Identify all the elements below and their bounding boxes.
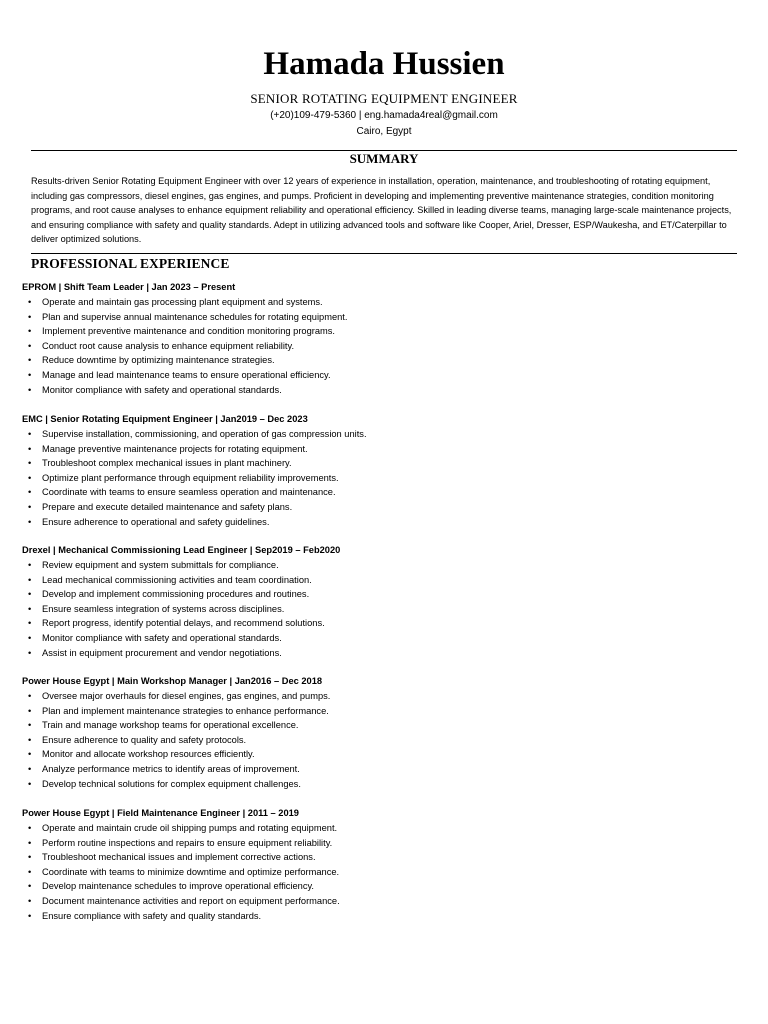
list-item: • Ensure compliance with safety and quality standards. (22, 909, 742, 924)
list-item: • Monitor compliance with safety and operational standards. (22, 631, 742, 646)
list-item: • Lead mechanical commissioning activities and team coordination. (22, 573, 742, 588)
divider-summary (31, 253, 737, 254)
list-item: • Operate and maintain gas processing plant equipment and systems. (22, 295, 742, 310)
list-item: • Ensure adherence to quality and safety protocols. (22, 733, 742, 748)
job-title-eprom: EPROM | Shift Team Leader | Jan 2023 – Present (22, 282, 236, 292)
email-address[interactable]: eng.hamada4real@gmail.com (364, 110, 498, 121)
list-item: • Prepare and execute detailed maintenance and safety plans. (22, 500, 742, 515)
list-item: • Supervise installation, commissioning, and operation of gas compression units. (22, 427, 742, 442)
candidate-job-title: SENIOR ROTATING EQUIPMENT ENGINEER (250, 91, 518, 106)
job-title-drexel: Drexel | Mechanical Commissioning Lead Engineer | Sep2019 – Feb2020 (22, 545, 341, 555)
list-item: • Troubleshoot mechanical issues and implement corrective actions. (22, 850, 742, 865)
contact-line (0, 109, 768, 123)
phone-number: (+20)109-479-5360 (270, 110, 357, 121)
list-item: • Ensure seamless integration of systems across disciplines. (22, 602, 742, 617)
list-item: • Train and manage workshop teams for operational excellence. (22, 718, 742, 733)
list-item: • Document maintenance activities and report on equipment performance. (22, 894, 742, 909)
job-bullets-workshop-manager (22, 689, 742, 791)
list-item: • Analyze performance metrics to identify areas of improvement. (22, 762, 742, 777)
job-bullets-eprom (22, 295, 742, 397)
list-item: • Optimize plant performance through equipment reliability improvements. (22, 471, 742, 486)
list-item: • Ensure adherence to operational and safety guidelines. (22, 515, 742, 530)
list-item: • Monitor compliance with safety and operational standards. (22, 383, 742, 398)
list-item: • Oversee major overhauls for diesel engines, gas engines, and pumps. (22, 689, 742, 704)
list-item: • Troubleshoot complex mechanical issues in plant machinery. (22, 456, 742, 471)
list-item: • Assist in equipment procurement and vendor negotiations. (22, 646, 742, 661)
list-item: • Manage preventive maintenance projects for rotating equipment. (22, 442, 742, 457)
list-item: • Develop maintenance schedules to improve operational efficiency. (22, 879, 742, 894)
job-title-emc: EMC | Senior Rotating Equipment Engineer | Jan2019 – Dec 2023 (22, 414, 308, 424)
list-item: • Operate and maintain crude oil shipping pumps and rotating equipment. (22, 821, 742, 836)
list-item: • Review equipment and system submittals for compliance. (22, 558, 742, 573)
summary-text: Results-driven Senior Rotating Equipment Engineer with over 12 years of experience in installation, operation, maintenance, and troubleshooting of rotating equipment, including gas compressors, diesel engines, gas engines, and pumps. Proficient in developing and implementing preventive maintenance strategies, condition monitoring programs, and root cause analyses to enhance equipment reliability and operational efficiency. Skilled in leading diverse teams, managing large-scale maintenance projects, and ensuring compliance with safety and quality standards. Adept in utilizing advanced tools and software like Cooper, Ariel, Dresser, ESP/Waukesha, and ET/Caterpillar to deliver optimized solutions. (31, 176, 732, 245)
list-item: • Coordinate with teams to minimize downtime and optimize performance. (22, 865, 742, 880)
list-item: • Monitor and allocate workshop resources efficiently. (22, 747, 742, 762)
list-item: • Plan and implement maintenance strategies to enhance performance. (22, 704, 742, 719)
list-item: • Report progress, identify potential delays, and recommend solutions. (22, 616, 742, 631)
list-item: • Implement preventive maintenance and condition monitoring programs. (22, 324, 742, 339)
list-item: • Coordinate with teams to ensure seamless operation and maintenance. (22, 485, 742, 500)
summary-heading: SUMMARY (349, 151, 419, 166)
job-bullets-drexel (22, 558, 742, 660)
job-bullets-emc (22, 427, 742, 529)
list-item: • Perform routine inspections and repairs to ensure equipment reliability. (22, 836, 742, 851)
job-title-workshop-manager: Power House Egypt | Main Workshop Manager | Jan2016 – Dec 2018 (22, 676, 323, 686)
list-item: • Conduct root cause analysis to enhance equipment reliability. (22, 339, 742, 354)
list-item: • Reduce downtime by optimizing maintenance strategies. (22, 353, 742, 368)
contact-separator: | (356, 110, 365, 121)
list-item: • Develop technical solutions for complex equipment challenges. (22, 777, 742, 792)
experience-heading: PROFESSIONAL EXPERIENCE (31, 256, 230, 271)
list-item: • Manage and lead maintenance teams to ensure operational efficiency. (22, 368, 742, 383)
job-bullets-field-engineer (22, 821, 742, 923)
location: Cairo, Egypt (356, 126, 412, 137)
job-title-field-engineer: Power House Egypt | Field Maintenance Engineer | 2011 – 2019 (22, 808, 299, 818)
list-item: • Plan and supervise annual maintenance schedules for rotating equipment. (22, 310, 742, 325)
candidate-name: Hamada Hussien (263, 46, 505, 82)
list-item: • Develop and implement commissioning procedures and routines. (22, 587, 742, 602)
